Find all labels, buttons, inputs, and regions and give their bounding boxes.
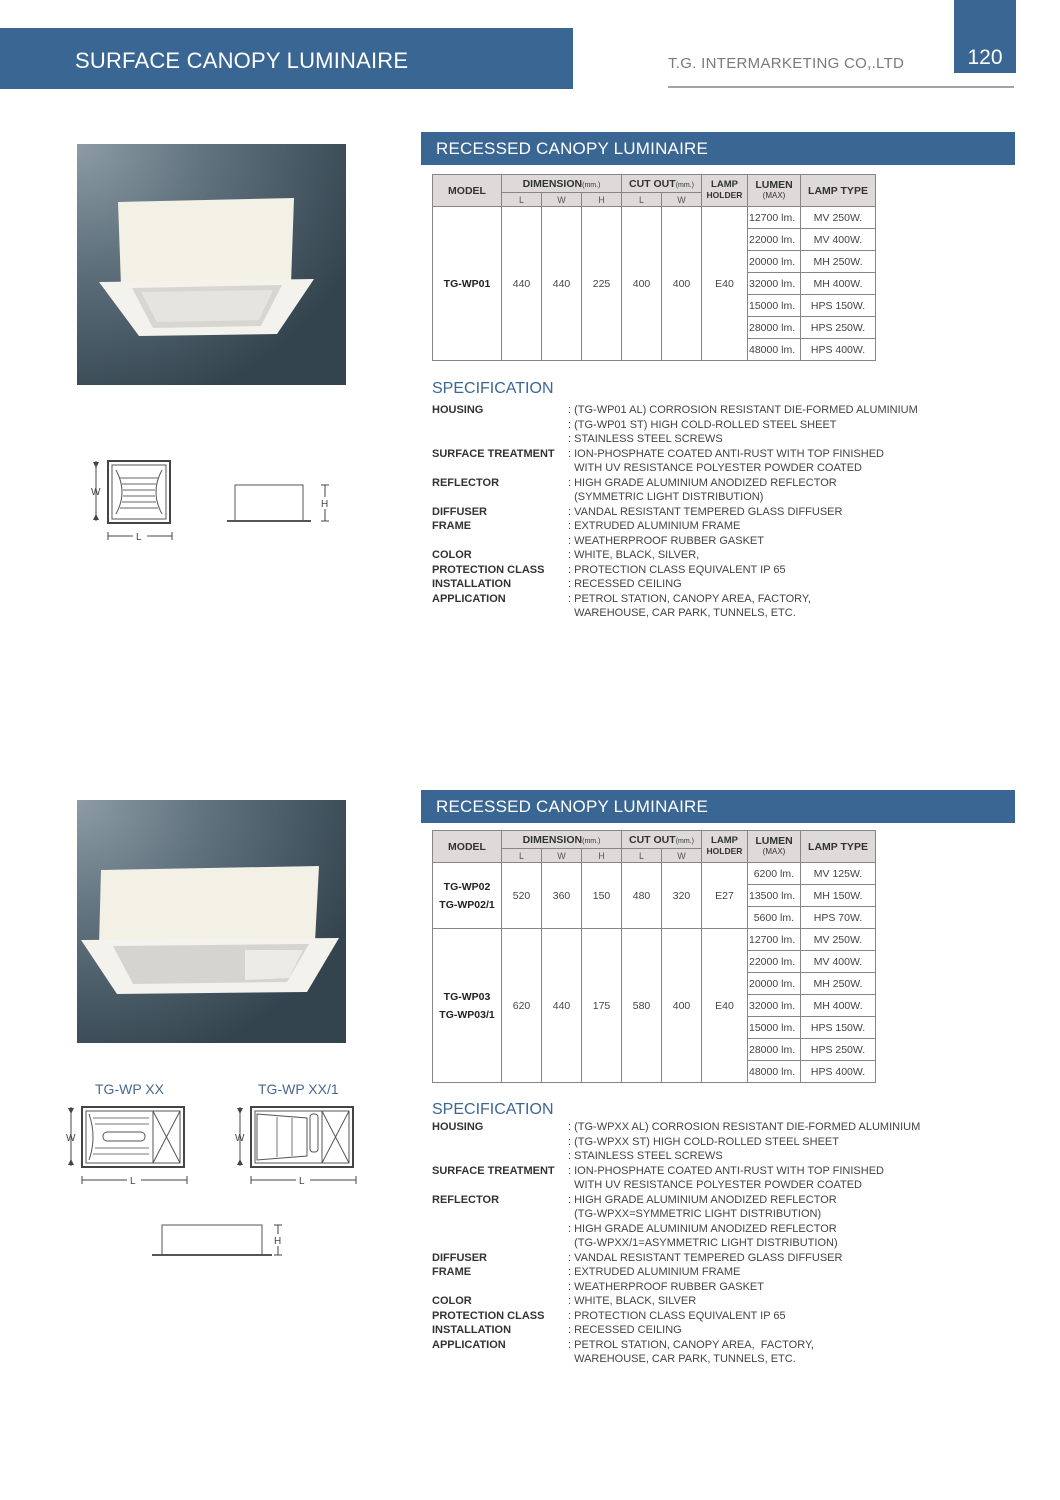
spec-key bbox=[432, 490, 568, 505]
spec-row bbox=[432, 548, 918, 563]
spec-value: : ION-PHOSPHATE COATED ANTI-RUST WITH TOP FINISHED bbox=[568, 447, 884, 460]
spec-row bbox=[432, 534, 918, 549]
section-1-specification-list bbox=[432, 403, 918, 621]
model-cell: TG-WP01 bbox=[433, 207, 502, 361]
dim-w-cell: 360 bbox=[542, 863, 582, 929]
spec-key: DIFFUSER bbox=[432, 1251, 487, 1264]
spec-row bbox=[432, 1323, 920, 1338]
spec-value: : WEATHERPROOF RUBBER GASKET bbox=[568, 1280, 764, 1293]
lumen-cell: 13500 lm. bbox=[748, 885, 801, 907]
lumen-cell: 6200 lm. bbox=[748, 863, 801, 885]
lumen-cell: 48000 lm. bbox=[748, 339, 801, 361]
header-dim-w: W bbox=[542, 849, 582, 863]
section-1-banner bbox=[421, 132, 1015, 165]
lumen-cell: 12700 lm. bbox=[748, 207, 801, 229]
spec-row bbox=[432, 1178, 920, 1193]
svg-text:W: W bbox=[66, 1133, 76, 1144]
spec-row bbox=[432, 432, 918, 447]
spec-value: WAREHOUSE, CAR PARK, TUNNELS, ETC. bbox=[568, 607, 796, 619]
header-dimension: DIMENSION(mm.) bbox=[502, 175, 622, 193]
dim-l-cell: 620 bbox=[502, 929, 542, 1083]
spec-value: : (TG-WP01 AL) CORROSION RESISTANT DIE-FORMED ALUMINIUM bbox=[568, 404, 918, 416]
header-dim-h: H bbox=[582, 849, 622, 863]
spec-row bbox=[432, 1309, 920, 1324]
spec-key bbox=[432, 1135, 568, 1150]
section-2-spec-table bbox=[432, 830, 876, 1083]
spec-value: : PETROL STATION, CANOPY AREA, FACTORY, bbox=[568, 1338, 814, 1351]
product-photo-tg-wp02 bbox=[77, 800, 346, 1043]
spec-key: DIFFUSER bbox=[432, 505, 487, 518]
lumen-cell: 22000 lm. bbox=[748, 229, 801, 251]
svg-text:W: W bbox=[91, 487, 101, 498]
section-1-specification-title: SPECIFICATION bbox=[432, 380, 554, 397]
spec-row bbox=[432, 1352, 920, 1367]
spec-key: APPLICATION bbox=[432, 592, 506, 605]
lamp-type-cell: HPS 400W. bbox=[801, 1061, 876, 1083]
spec-row bbox=[432, 1193, 920, 1208]
spec-key bbox=[432, 1222, 568, 1237]
spec-row bbox=[432, 1294, 920, 1309]
side-view-diagram bbox=[225, 480, 340, 525]
spec-row bbox=[432, 403, 918, 418]
page-number-tab bbox=[954, 0, 1016, 73]
spec-key: APPLICATION bbox=[432, 1338, 506, 1351]
spec-row bbox=[432, 490, 918, 505]
spec-key: REFLECTOR bbox=[432, 1193, 500, 1206]
spec-row bbox=[432, 505, 918, 520]
spec-value: : HIGH GRADE ALUMINIUM ANODIZED REFLECTOR bbox=[568, 476, 837, 489]
spec-value: WITH UV RESISTANCE POLYESTER POWDER COATED bbox=[568, 462, 862, 474]
lumen-cell: 32000 lm. bbox=[748, 273, 801, 295]
variant-b-top-view-diagram bbox=[232, 1104, 362, 1189]
header-dim-l: L bbox=[502, 849, 542, 863]
spec-key bbox=[432, 432, 568, 447]
spec-key: INSTALLATION bbox=[432, 578, 512, 590]
lamp-type-cell: MH 150W. bbox=[801, 885, 876, 907]
luminaire-image bbox=[77, 800, 346, 1043]
header-model: MODEL bbox=[433, 175, 502, 207]
svg-text:H: H bbox=[274, 1236, 282, 1247]
dim-h-cell: 175 bbox=[582, 929, 622, 1083]
spec-key: PROTECTION CLASS bbox=[432, 563, 545, 576]
cut-l-cell: 400 bbox=[622, 207, 662, 361]
lumen-cell: 20000 lm. bbox=[748, 973, 801, 995]
company-name: T.G. INTERMARKETING CO,.LTD bbox=[668, 55, 905, 72]
table-row bbox=[433, 207, 876, 229]
spec-row bbox=[432, 1251, 920, 1266]
header-lumen: LUMEN (MAX) bbox=[748, 831, 801, 863]
table-row bbox=[433, 863, 876, 885]
section-2-title: RECESSED CANOPY LUMINAIRE bbox=[436, 797, 709, 816]
cut-l-cell: 480 bbox=[622, 863, 662, 929]
spec-key bbox=[432, 1280, 568, 1295]
lumen-cell: 12700 lm. bbox=[748, 929, 801, 951]
page-title: SURFACE CANOPY LUMINAIRE bbox=[75, 48, 409, 73]
header-lamp-type: LAMP TYPE bbox=[801, 831, 876, 863]
spec-value: : WHITE, BLACK, SILVER bbox=[568, 1295, 697, 1307]
spec-row bbox=[432, 592, 918, 607]
spec-value: : RECESSED CEILING bbox=[568, 578, 682, 590]
spec-value: : PROTECTION CLASS EQUIVALENT IP 65 bbox=[568, 563, 786, 576]
spec-value: : WEATHERPROOF RUBBER GASKET bbox=[568, 534, 764, 547]
dim-l-cell: 520 bbox=[502, 863, 542, 929]
svg-text:H: H bbox=[321, 499, 329, 510]
lamp-type-cell: MV 250W. bbox=[801, 207, 876, 229]
lamp-holder-cell: E40 bbox=[702, 929, 748, 1083]
spec-row bbox=[432, 606, 918, 621]
spec-key: REFLECTOR bbox=[432, 476, 500, 489]
header-cut-w: W bbox=[662, 849, 702, 863]
spec-value: (SYMMETRIC LIGHT DISTRIBUTION) bbox=[568, 491, 764, 503]
dim-l-cell: 440 bbox=[502, 207, 542, 361]
spec-key bbox=[432, 534, 568, 549]
lamp-type-cell: MV 125W. bbox=[801, 863, 876, 885]
spec-row bbox=[432, 447, 918, 462]
spec-row bbox=[432, 1222, 920, 1237]
cut-w-cell: 400 bbox=[662, 207, 702, 361]
spec-value: : STAINLESS STEEL SCREWS bbox=[568, 1150, 723, 1162]
spec-key bbox=[432, 1178, 568, 1193]
spec-key: COLOR bbox=[432, 1295, 472, 1307]
lamp-type-cell: HPS 250W. bbox=[801, 317, 876, 339]
header-cut-l: L bbox=[622, 193, 662, 207]
spec-value: : HIGH GRADE ALUMINIUM ANODIZED REFLECTOR bbox=[568, 1193, 837, 1206]
spec-key: SURFACE TREATMENT bbox=[432, 1164, 555, 1177]
spec-key bbox=[432, 418, 568, 433]
cut-l-cell: 580 bbox=[622, 929, 662, 1083]
header-cut-out: CUT OUT(mm.) bbox=[622, 831, 702, 849]
lumen-cell: 48000 lm. bbox=[748, 1061, 801, 1083]
spec-row bbox=[432, 461, 918, 476]
lamp-type-cell: MH 400W. bbox=[801, 995, 876, 1017]
lamp-holder-cell: E27 bbox=[702, 863, 748, 929]
header-cut-w: W bbox=[662, 193, 702, 207]
variant-b-label: TG-WP XX/1 bbox=[258, 1081, 339, 1097]
section-2-specification-title: SPECIFICATION bbox=[432, 1101, 554, 1118]
spec-key: HOUSING bbox=[432, 1121, 484, 1133]
spec-key: FRAME bbox=[432, 520, 472, 532]
header-cut-out: CUT OUT(mm.) bbox=[622, 175, 702, 193]
header-lumen: LUMEN (MAX) bbox=[748, 175, 801, 207]
section-2-banner bbox=[421, 790, 1015, 823]
spec-value: : RECESSED CEILING bbox=[568, 1324, 682, 1336]
spec-value: : WHITE, BLACK, SILVER, bbox=[568, 549, 700, 561]
header-lamp-type: LAMP TYPE bbox=[801, 175, 876, 207]
spec-row bbox=[432, 1164, 920, 1179]
spec-value: : ION-PHOSPHATE COATED ANTI-RUST WITH TOP FINISHED bbox=[568, 1164, 884, 1177]
header-cut-l: L bbox=[622, 849, 662, 863]
dim-w-cell: 440 bbox=[542, 929, 582, 1083]
spec-key bbox=[432, 606, 568, 621]
spec-row bbox=[432, 1265, 920, 1280]
product-photo-tg-wp01 bbox=[77, 144, 346, 385]
cut-w-cell: 400 bbox=[662, 929, 702, 1083]
spec-row bbox=[432, 418, 918, 433]
lumen-cell: 28000 lm. bbox=[748, 317, 801, 339]
spec-value: : (TG-WPXX AL) CORROSION RESISTANT DIE-FORMED ALUMINIUM bbox=[568, 1121, 921, 1133]
variant-a-label: TG-WP XX bbox=[95, 1081, 164, 1097]
spec-row bbox=[432, 577, 918, 592]
header-dim-w: W bbox=[542, 193, 582, 207]
lamp-type-cell: MH 250W. bbox=[801, 251, 876, 273]
spec-row bbox=[432, 1338, 920, 1353]
spec-value: : PROTECTION CLASS EQUIVALENT IP 65 bbox=[568, 1309, 786, 1322]
lumen-cell: 20000 lm. bbox=[748, 251, 801, 273]
spec-value: WITH UV RESISTANCE POLYESTER POWDER COATED bbox=[568, 1179, 862, 1191]
spec-value: : VANDAL RESISTANT TEMPERED GLASS DIFFUSER bbox=[568, 1251, 843, 1264]
spec-value: : HIGH GRADE ALUMINIUM ANODIZED REFLECTOR bbox=[568, 1222, 837, 1235]
spec-row bbox=[432, 519, 918, 534]
lumen-cell: 5600 lm. bbox=[748, 907, 801, 929]
spec-row bbox=[432, 1149, 920, 1164]
spec-row bbox=[432, 1120, 920, 1135]
lamp-type-cell: HPS 400W. bbox=[801, 339, 876, 361]
lamp-holder-cell: E40 bbox=[702, 207, 748, 361]
spec-row bbox=[432, 1280, 920, 1295]
spec-value: : (TG-WPXX ST) HIGH COLD-ROLLED STEEL SHEET bbox=[568, 1135, 839, 1148]
variant-a-top-view-diagram bbox=[63, 1104, 193, 1189]
svg-text:L: L bbox=[130, 1176, 136, 1187]
header-model: MODEL bbox=[433, 831, 502, 863]
side-view-diagram bbox=[150, 1220, 290, 1260]
spec-value: : STAINLESS STEEL SCREWS bbox=[568, 433, 723, 445]
header-dim-l: L bbox=[502, 193, 542, 207]
model-cell: TG-WP03 TG-WP03/1 bbox=[433, 929, 502, 1083]
lumen-cell: 22000 lm. bbox=[748, 951, 801, 973]
spec-value: WAREHOUSE, CAR PARK, TUNNELS, ETC. bbox=[568, 1353, 796, 1365]
spec-key: SURFACE TREATMENT bbox=[432, 447, 555, 460]
spec-value: : EXTRUDED ALUMINIUM FRAME bbox=[568, 1266, 741, 1278]
lamp-type-cell: MV 250W. bbox=[801, 929, 876, 951]
spec-key bbox=[432, 1236, 568, 1251]
header-lamp-holder: LAMP HOLDER bbox=[702, 175, 748, 207]
spec-key bbox=[432, 1352, 568, 1367]
spec-row bbox=[432, 1207, 920, 1222]
page-number: 120 bbox=[967, 46, 1003, 69]
spec-row bbox=[432, 1236, 920, 1251]
lamp-type-cell: MV 400W. bbox=[801, 229, 876, 251]
header-dim-h: H bbox=[582, 193, 622, 207]
lumen-cell: 28000 lm. bbox=[748, 1039, 801, 1061]
spec-key: COLOR bbox=[432, 549, 472, 561]
section-2-specification-list bbox=[432, 1120, 920, 1367]
spec-key: INSTALLATION bbox=[432, 1324, 512, 1336]
lamp-type-cell: HPS 150W. bbox=[801, 1017, 876, 1039]
svg-text:L: L bbox=[299, 1176, 305, 1187]
lamp-type-cell: MH 400W. bbox=[801, 273, 876, 295]
spec-key bbox=[432, 1207, 568, 1222]
spec-key: FRAME bbox=[432, 1266, 472, 1278]
lamp-type-cell: MH 250W. bbox=[801, 973, 876, 995]
svg-text:L: L bbox=[136, 532, 142, 543]
dim-h-cell: 150 bbox=[582, 863, 622, 929]
spec-value: : PETROL STATION, CANOPY AREA, FACTORY, bbox=[568, 592, 811, 605]
spec-value: : EXTRUDED ALUMINIUM FRAME bbox=[568, 520, 741, 532]
top-view-diagram bbox=[88, 458, 178, 543]
lamp-type-cell: HPS 250W. bbox=[801, 1039, 876, 1061]
lamp-type-cell: HPS 70W. bbox=[801, 907, 876, 929]
lamp-type-cell: HPS 150W. bbox=[801, 295, 876, 317]
dim-h-cell: 225 bbox=[582, 207, 622, 361]
header-lamp-holder: LAMP HOLDER bbox=[702, 831, 748, 863]
section-1-spec-table bbox=[432, 174, 876, 361]
table-row bbox=[433, 929, 876, 951]
cut-w-cell: 320 bbox=[662, 863, 702, 929]
section-1-title: RECESSED CANOPY LUMINAIRE bbox=[436, 139, 709, 158]
spec-value: (TG-WPXX/1=ASYMMETRIC LIGHT DISTRIBUTION) bbox=[568, 1237, 838, 1249]
spec-row bbox=[432, 1135, 920, 1150]
spec-value: : VANDAL RESISTANT TEMPERED GLASS DIFFUSER bbox=[568, 505, 843, 518]
model-cell: TG-WP02 TG-WP02/1 bbox=[433, 863, 502, 929]
luminaire-image bbox=[77, 144, 346, 385]
dim-w-cell: 440 bbox=[542, 207, 582, 361]
spec-key: PROTECTION CLASS bbox=[432, 1309, 545, 1322]
spec-row bbox=[432, 563, 918, 578]
spec-value: : (TG-WP01 ST) HIGH COLD-ROLLED STEEL SHEET bbox=[568, 418, 837, 431]
header-dimension: DIMENSION(mm.) bbox=[502, 831, 622, 849]
lumen-cell: 15000 lm. bbox=[748, 295, 801, 317]
spec-row bbox=[432, 476, 918, 491]
lumen-cell: 15000 lm. bbox=[748, 1017, 801, 1039]
header-divider bbox=[668, 86, 1014, 88]
spec-key bbox=[432, 461, 568, 476]
page-title-banner bbox=[0, 28, 573, 89]
lumen-cell: 32000 lm. bbox=[748, 995, 801, 1017]
lamp-type-cell: MV 400W. bbox=[801, 951, 876, 973]
spec-key: HOUSING bbox=[432, 404, 484, 416]
spec-value: (TG-WPXX=SYMMETRIC LIGHT DISTRIBUTION) bbox=[568, 1208, 822, 1220]
svg-text:W: W bbox=[235, 1133, 245, 1144]
spec-key bbox=[432, 1149, 568, 1164]
